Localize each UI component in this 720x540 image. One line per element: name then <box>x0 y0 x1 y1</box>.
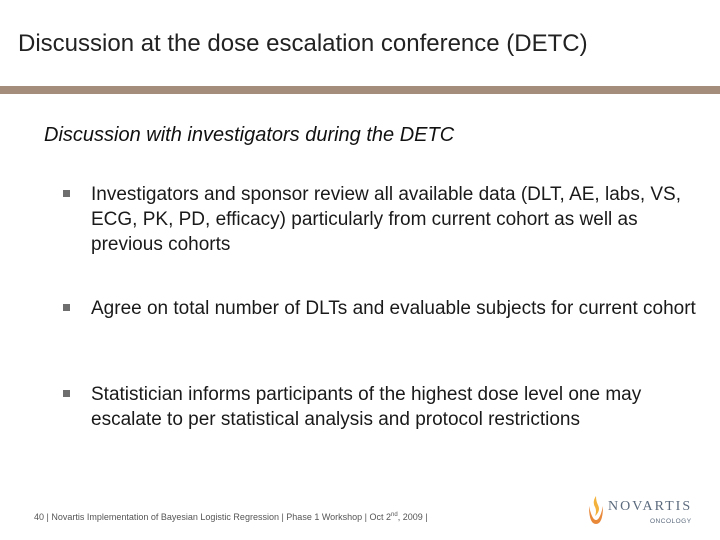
bullet-item <box>63 296 703 321</box>
novartis-flame-icon <box>586 494 606 528</box>
slide-title: Discussion at the dose escalation conference (DETC) <box>18 30 588 57</box>
bullet-item <box>63 182 703 257</box>
bullet-marker-icon <box>63 190 70 197</box>
footer-text-end: , 2009 | <box>397 512 428 522</box>
bullet-marker-icon <box>63 304 70 311</box>
logo-subtext: ONCOLOGY <box>650 518 692 525</box>
footer-text: 40 | Novartis Implementation of Bayesian Logistic Regression | Phase 1 Workshop | Oct 2 <box>34 512 392 522</box>
footer-superscript: nd <box>391 512 398 518</box>
bullet-text: Investigators and sponsor review all available data (DLT, AE, labs, VS, ECG, PK, PD, efficacy) particularly from current cohort as well as previous cohorts <box>91 184 682 255</box>
bullet-text: Agree on total number of DLTs and evaluable subjects for current cohort <box>91 298 696 319</box>
slide-footer <box>34 512 428 522</box>
novartis-logo <box>582 494 702 530</box>
slide-subheading: Discussion with investigators during the DETC <box>44 124 455 146</box>
bullet-text: Statistician informs participants of the highest dose level one may escalate to per statistical analysis and protocol restrictions <box>91 384 642 430</box>
bullet-marker-icon <box>63 390 70 397</box>
logo-wordmark: NOVARTIS <box>608 499 693 514</box>
title-divider <box>0 86 720 94</box>
bullet-item <box>63 382 703 432</box>
